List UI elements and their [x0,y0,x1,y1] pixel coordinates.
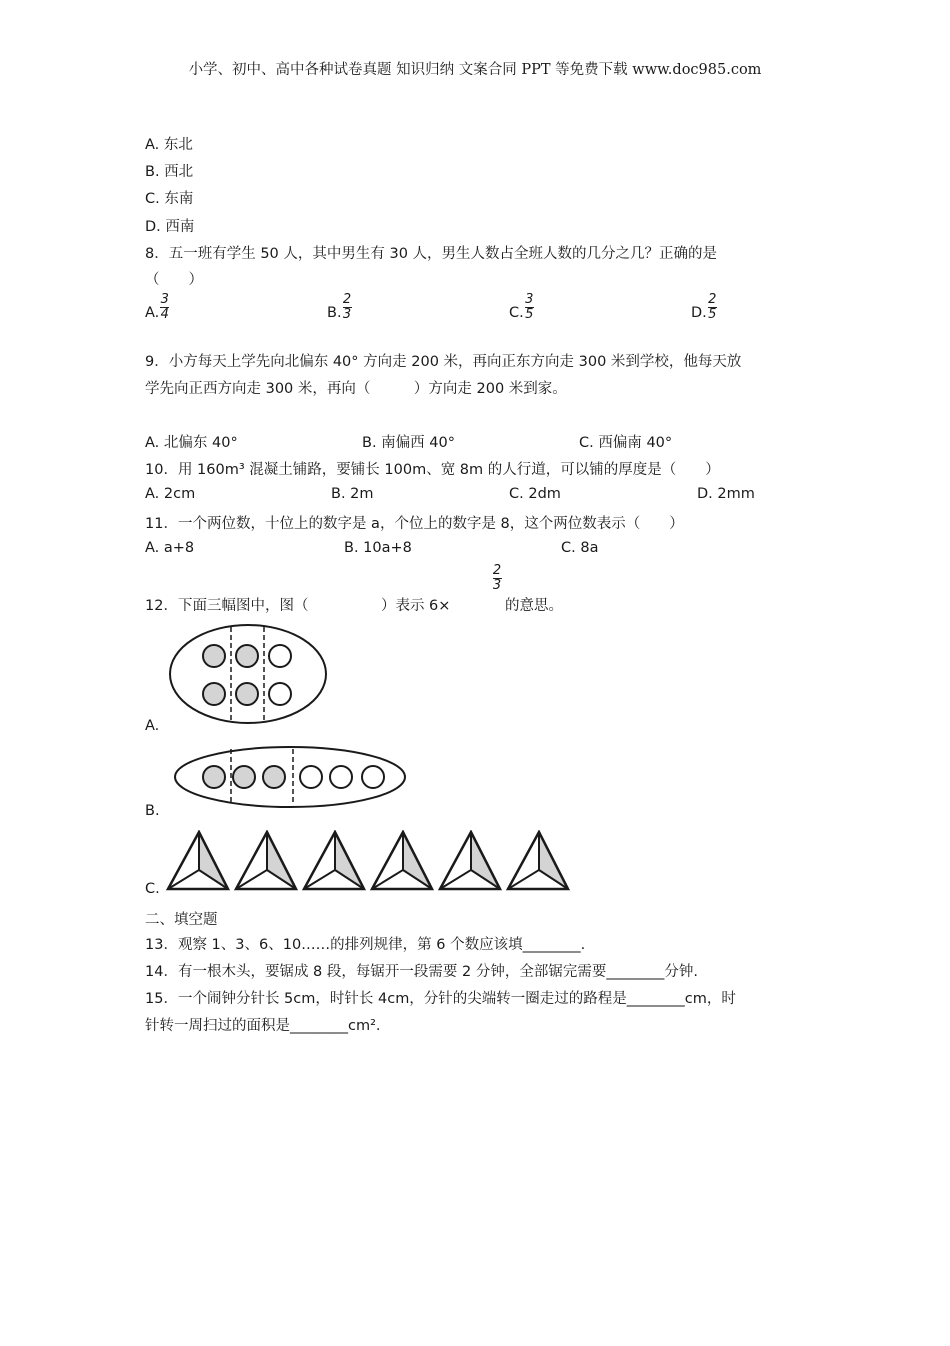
q15-text-line1: 15．一个闹钟分针长 5cm，时针长 4cm，分针的尖端转一圈走过的路程是________cm，时 [145,991,736,1007]
q12-fraction-den: 3 [492,578,502,593]
q8-text-line1: 8．五一班有学生 50 人，其中男生有 30 人，男生人数占全班人数的几分之几？正确的是 [145,246,718,262]
q11-option-b: B. 10a+8 [344,540,412,556]
triangle-6 [508,832,568,889]
q9-text-line2: 学先向正西方向走 300 米，再向（ ）方向走 200 米到家。 [145,381,567,397]
q8-option-c [509,294,535,321]
q8-option-b [327,294,353,321]
q8-option-d-label: D. [691,305,707,321]
q10-option-c: C. 2dm [509,486,561,502]
q12-fraction-num: 2 [492,563,502,578]
q9-text-line1: 9．小方每天上学先向北偏东 40° 方向走 200 米，再向正东方向走 300 米到学校，他每天放 [145,354,742,370]
figure-a-label: A. [145,718,160,734]
q10-option-b: B. 2m [331,486,374,502]
q13-text: 13．观察 1、3、6、10……的排列规律，第 6 个数应该填________. [145,937,586,953]
triangle-3 [304,832,364,889]
q8-option-d [691,294,718,321]
figure-a [168,623,328,725]
q11-option-c: C. 8a [561,540,599,556]
q8-option-b-num: 2 [342,292,352,307]
q12-fraction [491,565,503,592]
q8-option-c-den: 5 [525,307,534,322]
q7-option-a: A. 东北 [145,137,193,153]
q8-option-a-den: 4 [160,307,169,322]
q8-option-d-den: 5 [708,307,717,322]
q8-option-c-num: 3 [525,292,534,307]
q11-option-a: A. a+8 [145,540,195,556]
q10-option-a: A. 2cm [145,486,196,502]
q14-text: 14．有一根木头，要锯成 8 段，每锯开一段需要 2 分钟，全部锯完需要________分钟. [145,964,698,980]
q8-option-a-label: A. [145,305,160,321]
q9-option-b: B. 南偏西 40° [362,435,455,451]
figure-c [166,830,570,892]
triangle-5 [440,832,500,889]
q8-text-line2: （ ） [145,272,203,288]
triangle-2 [236,832,296,889]
q7-option-b: B. 西北 [145,164,194,180]
section-2-title: 二、填空题 [145,912,218,928]
q7-option-d: D. 西南 [145,219,195,235]
q10-option-d: D. 2mm [697,486,755,502]
q12-text-suffix: 的意思。 [505,598,563,614]
q11-text: 11．一个两位数，十位上的数字是 a，个位上的数字是 8，这个两位数表示（ ） [145,516,684,532]
q7-option-c: C. 东南 [145,191,194,207]
q8-option-b-den: 3 [342,307,352,322]
figure-c-label: C. [145,881,160,897]
figure-b [173,745,409,809]
q9-option-a: A. 北偏东 40° [145,435,238,451]
q9-option-c: C. 西偏南 40° [579,435,673,451]
q12-text-prefix: 12．下面三幅图中，图（ ）表示 6× [145,598,451,614]
q15-text-line2: 针转一周扫过的面积是________cm². [145,1018,381,1034]
triangle-1 [168,832,228,889]
figure-b-label: B. [145,803,160,819]
q10-text: 10．用 160m³ 混凝土铺路，要铺长 100m、宽 8m 的人行道，可以铺的厚度是（ ） [145,462,720,478]
q8-option-c-label: C. [509,305,524,321]
q8-option-b-label: B. [327,305,342,321]
q8-option-a [145,294,170,321]
q8-option-d-num: 2 [708,292,717,307]
q8-option-a-num: 3 [160,292,169,307]
triangle-4 [372,832,432,889]
page-header: 小学、初中、高中各种试卷真题 知识归纳 文案合同 PPT 等免费下载 www.doc985.com [188,62,762,78]
